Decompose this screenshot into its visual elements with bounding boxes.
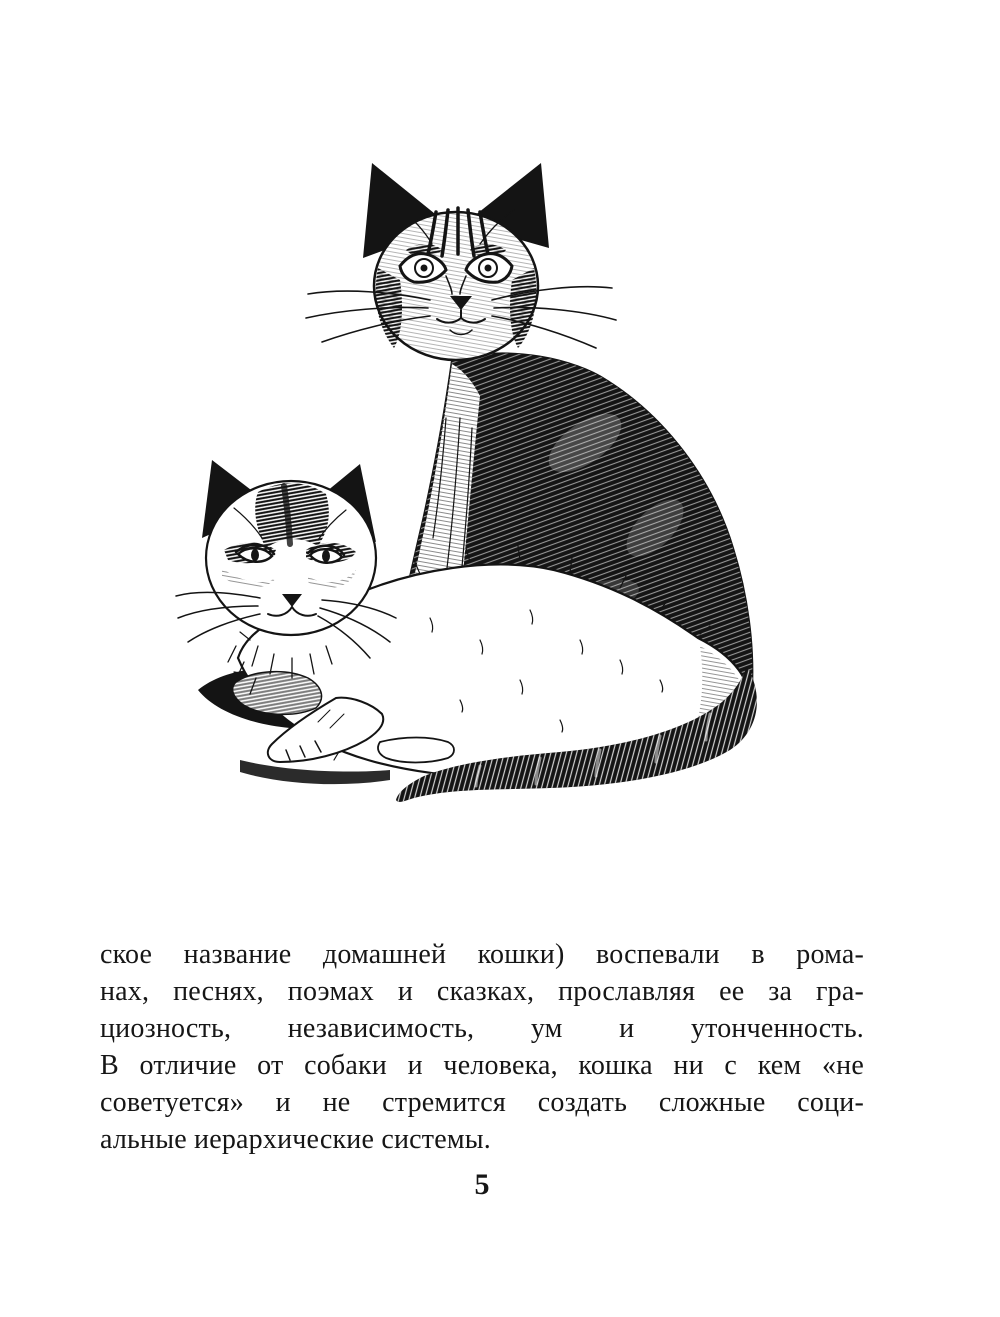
text-line: В отличие от собаки и человека, кошка ни с кем «не [100,1050,864,1081]
text-line: ское название домашней кошки) воспевали в рома- [100,939,864,970]
text-line: советуется» и не стремится создать сложные соци- [100,1087,864,1118]
text-line: нах, песнях, поэмах и сказках, прославляя ее за гра- [100,976,864,1007]
text-line: циозность, независимость, ум и утонченность. [100,1013,864,1044]
text-line: альные иерархические системы. [100,1124,491,1155]
page-number: 5 [474,1168,490,1201]
two-cats-illustration [170,158,760,810]
body-text [100,936,864,1158]
